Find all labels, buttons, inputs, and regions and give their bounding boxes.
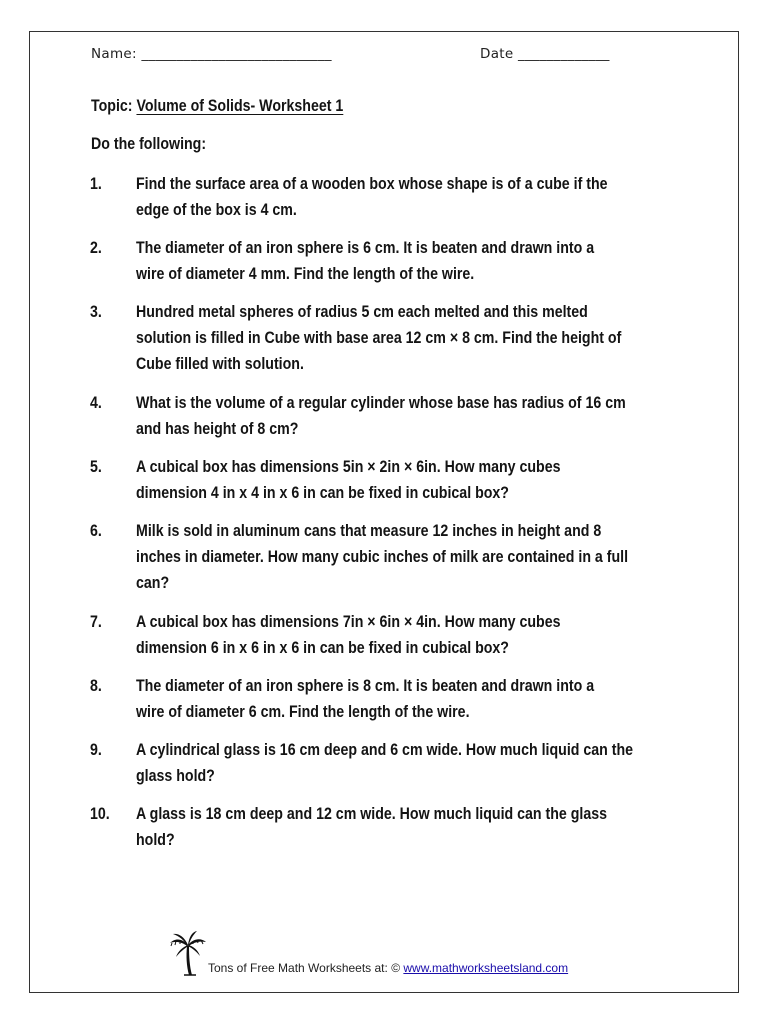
question-line: What is the volume of a regular cylinder whose base has radius of 16 cm [136, 394, 626, 412]
question-number: 7. [90, 613, 102, 631]
question-number: 4. [90, 394, 102, 412]
question-text [136, 519, 628, 596]
question-text [136, 455, 561, 507]
question-line: A cubical box has dimensions 5in × 2in × 6in. How many cubes [136, 458, 561, 476]
topic-label: Topic: [91, 97, 137, 115]
question-text [136, 610, 561, 662]
footer [0, 930, 770, 980]
question-line: solution is filled in Cube with base area 12 cm × 8 cm. Find the height of [136, 328, 622, 347]
question-text [136, 236, 594, 288]
question-number: 5. [90, 458, 102, 476]
question-line: Find the surface area of a wooden box whose shape is of a cube if the [136, 175, 608, 193]
question-line: edge of the box is 4 cm. [136, 200, 297, 219]
question-text [136, 172, 608, 224]
question-line: hold? [136, 830, 175, 849]
question-line: and has height of 8 cm? [136, 419, 299, 438]
palm-tree-icon [168, 930, 208, 976]
question-number: 8. [90, 677, 102, 695]
question-line: A cylindrical glass is 16 cm deep and 6 cm wide. How much liquid can the [136, 741, 634, 759]
footer-link[interactable]: www.mathworksheetsland.com [403, 961, 569, 975]
topic-value: Volume of Solids- Worksheet 1 [136, 97, 344, 115]
instructions: Do the following: [91, 135, 207, 153]
question-number: 3. [90, 303, 102, 321]
question-line: dimension 6 in x 6 in x 6 in can be fixed in cubical box? [136, 638, 509, 657]
topic-heading [91, 97, 343, 116]
question-number: 6. [90, 522, 102, 540]
question-text [136, 738, 633, 790]
question-line: can? [136, 573, 170, 592]
footer-credit [208, 961, 568, 975]
footer-text: Tons of Free Math Worksheets at: © [208, 961, 404, 975]
question-line: dimension 4 in x 4 in x 6 in can be fixed in cubical box? [136, 483, 509, 502]
question-text [136, 802, 607, 854]
name-field-label: Name: ___________________________ [91, 46, 332, 62]
date-field-label: Date _____________ [480, 46, 610, 62]
question-line: glass hold? [136, 766, 215, 785]
question-line: A glass is 18 cm deep and 12 cm wide. How much liquid can the glass [136, 805, 608, 823]
question-number: 10. [90, 805, 110, 823]
question-text [136, 674, 594, 726]
question-line: Milk is sold in aluminum cans that measure 12 inches in height and 8 [136, 522, 602, 540]
question-line: The diameter of an iron sphere is 8 cm. It is beaten and drawn into a [136, 677, 595, 695]
question-line: wire of diameter 6 cm. Find the length of the wire. [136, 702, 470, 721]
question-line: A cubical box has dimensions 7in × 6in × 4in. How many cubes [136, 613, 561, 631]
question-line: Hundred metal spheres of radius 5 cm each melted and this melted [136, 303, 588, 321]
question-text [136, 300, 621, 377]
question-number: 1. [90, 175, 102, 193]
question-line: inches in diameter. How many cubic inches of milk are contained in a full [136, 547, 629, 566]
question-number: 9. [90, 741, 102, 759]
question-text [136, 391, 626, 443]
question-line: wire of diameter 4 mm. Find the length of the wire. [136, 264, 475, 283]
question-line: Cube filled with solution. [136, 354, 304, 373]
question-line: The diameter of an iron sphere is 6 cm. It is beaten and drawn into a [136, 239, 595, 257]
question-number: 2. [90, 239, 102, 257]
